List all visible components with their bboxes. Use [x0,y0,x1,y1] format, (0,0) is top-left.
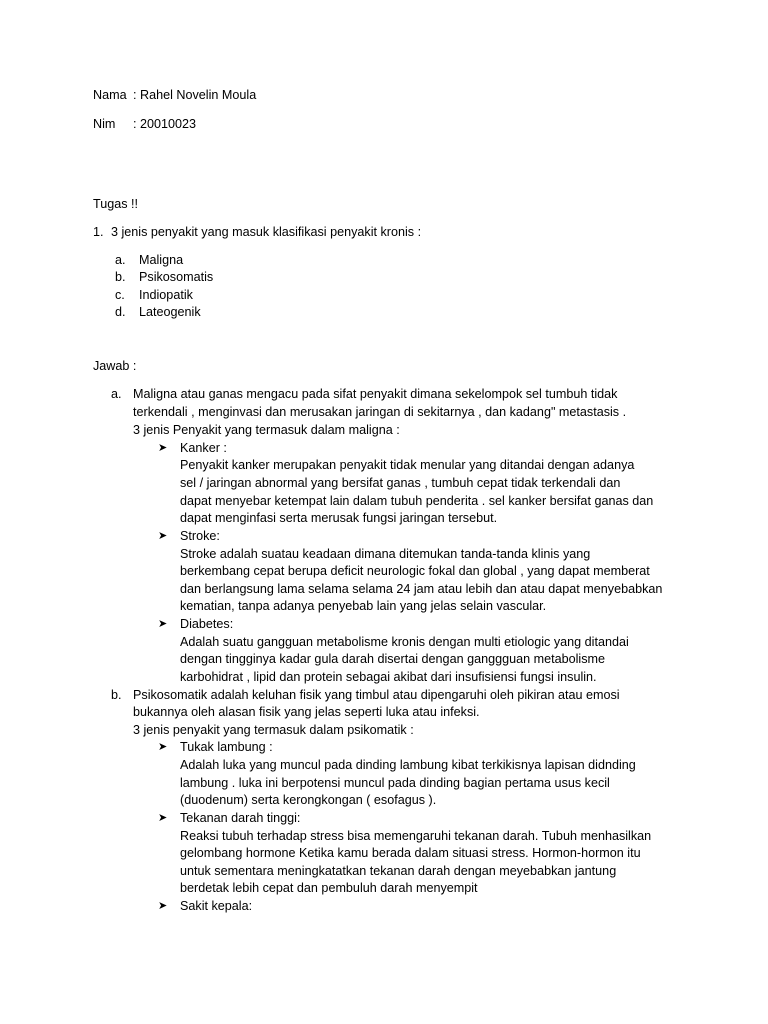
sub-line: kematian, tanpa adanya penyebab lain yang jelas selain vascular. [180,599,547,613]
sub-line: Penyakit kanker merupakan penyakit tidak menular yang ditandai dengan adanya [180,458,635,472]
list-item: Lateogenik [139,305,201,319]
sub-title-stroke: Stroke: [180,529,220,543]
list-marker: b. [115,270,126,284]
jawab-title: Jawab : [93,359,137,373]
sub-line: untuk sementara meningkatatkan tekanan darah dengan meyebabkan jantung [180,864,617,878]
answer-b-line: 3 jenis penyakit yang termasuk dalam psikomatik : [133,723,414,737]
sub-line: lambung . luka ini berpotensi muncul pada dinding bagian pertama usus kecil [180,776,610,790]
sub-line: dapat menginfasi serta merusak fungsi jaringan tersebut. [180,511,498,525]
sub-line: (duodenum) serta kerongkongan ( esofagus ). [180,793,437,807]
sub-line: gelombang hormone Ketika kamu berada dalam situasi stress. Hormon-hormon itu [180,846,641,860]
answer-marker-b: b. [111,688,122,702]
arrow-bullet-icon: ➤ [158,741,168,753]
list-marker: c. [115,288,125,302]
list-item: Psikosomatis [139,270,214,284]
sub-title-sakit-kepala: Sakit kepala: [180,899,253,913]
answer-a-line: terkendali , menginvasi dan merusakan jaringan di sekitarnya , dan kadang" metastasis . [133,405,627,419]
list-item: Indiopatik [139,288,193,302]
sub-line: dapat menyebar ketempat lain dalam tubuh penderita . sel kanker bersifat ganas dan [180,494,654,508]
nama-label: Nama [93,88,127,102]
sub-line: karbohidrat , lipid dan protein sebagai akibat dari insufisiensi fungsi insulin. [180,670,597,684]
sub-line: berkembang cepat berupa deficit neurologic fokal dan global , yang dapat memberat [180,564,650,578]
question-text: 3 jenis penyakit yang masuk klasifikasi penyakit kronis : [111,225,422,239]
nim-value: : 20010023 [133,117,197,131]
nama-value: : Rahel Novelin Moula [133,88,257,102]
answer-marker-a: a. [111,387,122,401]
arrow-bullet-icon: ➤ [158,812,168,824]
answer-b-line: Psikosomatik adalah keluhan fisik yang timbul atau dipengaruhi oleh pikiran atau emosi [133,688,620,702]
sub-line: dengan tingginya kadar gula darah disertai dengan ganggguan metabolisme [180,652,606,666]
list-marker: d. [115,305,126,319]
list-marker: a. [115,253,126,267]
arrow-bullet-icon: ➤ [158,530,168,542]
arrow-bullet-icon: ➤ [158,442,168,454]
question-number: 1. [93,225,104,239]
sub-title-tukak-lambung: Tukak lambung : [180,740,273,754]
nim-label: Nim [93,117,116,131]
answer-a-line: Maligna atau ganas mengacu pada sifat penyakit dimana sekelompok sel tumbuh tidak [133,387,618,401]
arrow-bullet-icon: ➤ [158,618,168,630]
sub-title-kanker: Kanker : [180,441,227,455]
sub-line: dan berlangsung lama selama selama 24 jam atau lebih dan atau dapat menyebabkan [180,582,663,596]
arrow-bullet-icon: ➤ [158,900,168,912]
tugas-title: Tugas !! [93,197,139,211]
sub-line: Adalah suatu gangguan metabolisme kronis dengan multi etiologic yang ditandai [180,635,629,649]
sub-line: Adalah luka yang muncul pada dinding lambung kibat terkikisnya lapisan didnding [180,758,636,772]
sub-line: berdetak lebih cepat dan pembuluh darah menyempit [180,881,478,895]
sub-title-diabetes: Diabetes: [180,617,234,631]
sub-line: sel / jaringan abnormal yang bersifat ganas , tumbuh cepat tidak terkendali dan [180,476,621,490]
answer-a-line: 3 jenis Penyakit yang termasuk dalam maligna : [133,423,400,437]
answer-b-line: bukannya oleh alasan fisik yang jelas seperti luka atau infeksi. [133,705,480,719]
sub-title-tekanan-darah: Tekanan darah tinggi: [180,811,301,825]
sub-line: Stroke adalah suatau keadaan dimana ditemukan tanda-tanda klinis yang [180,547,591,561]
sub-line: Reaksi tubuh terhadap stress bisa memengaruhi tekanan darah. Tubuh menhasilkan [180,829,652,843]
list-item: Maligna [139,253,184,267]
